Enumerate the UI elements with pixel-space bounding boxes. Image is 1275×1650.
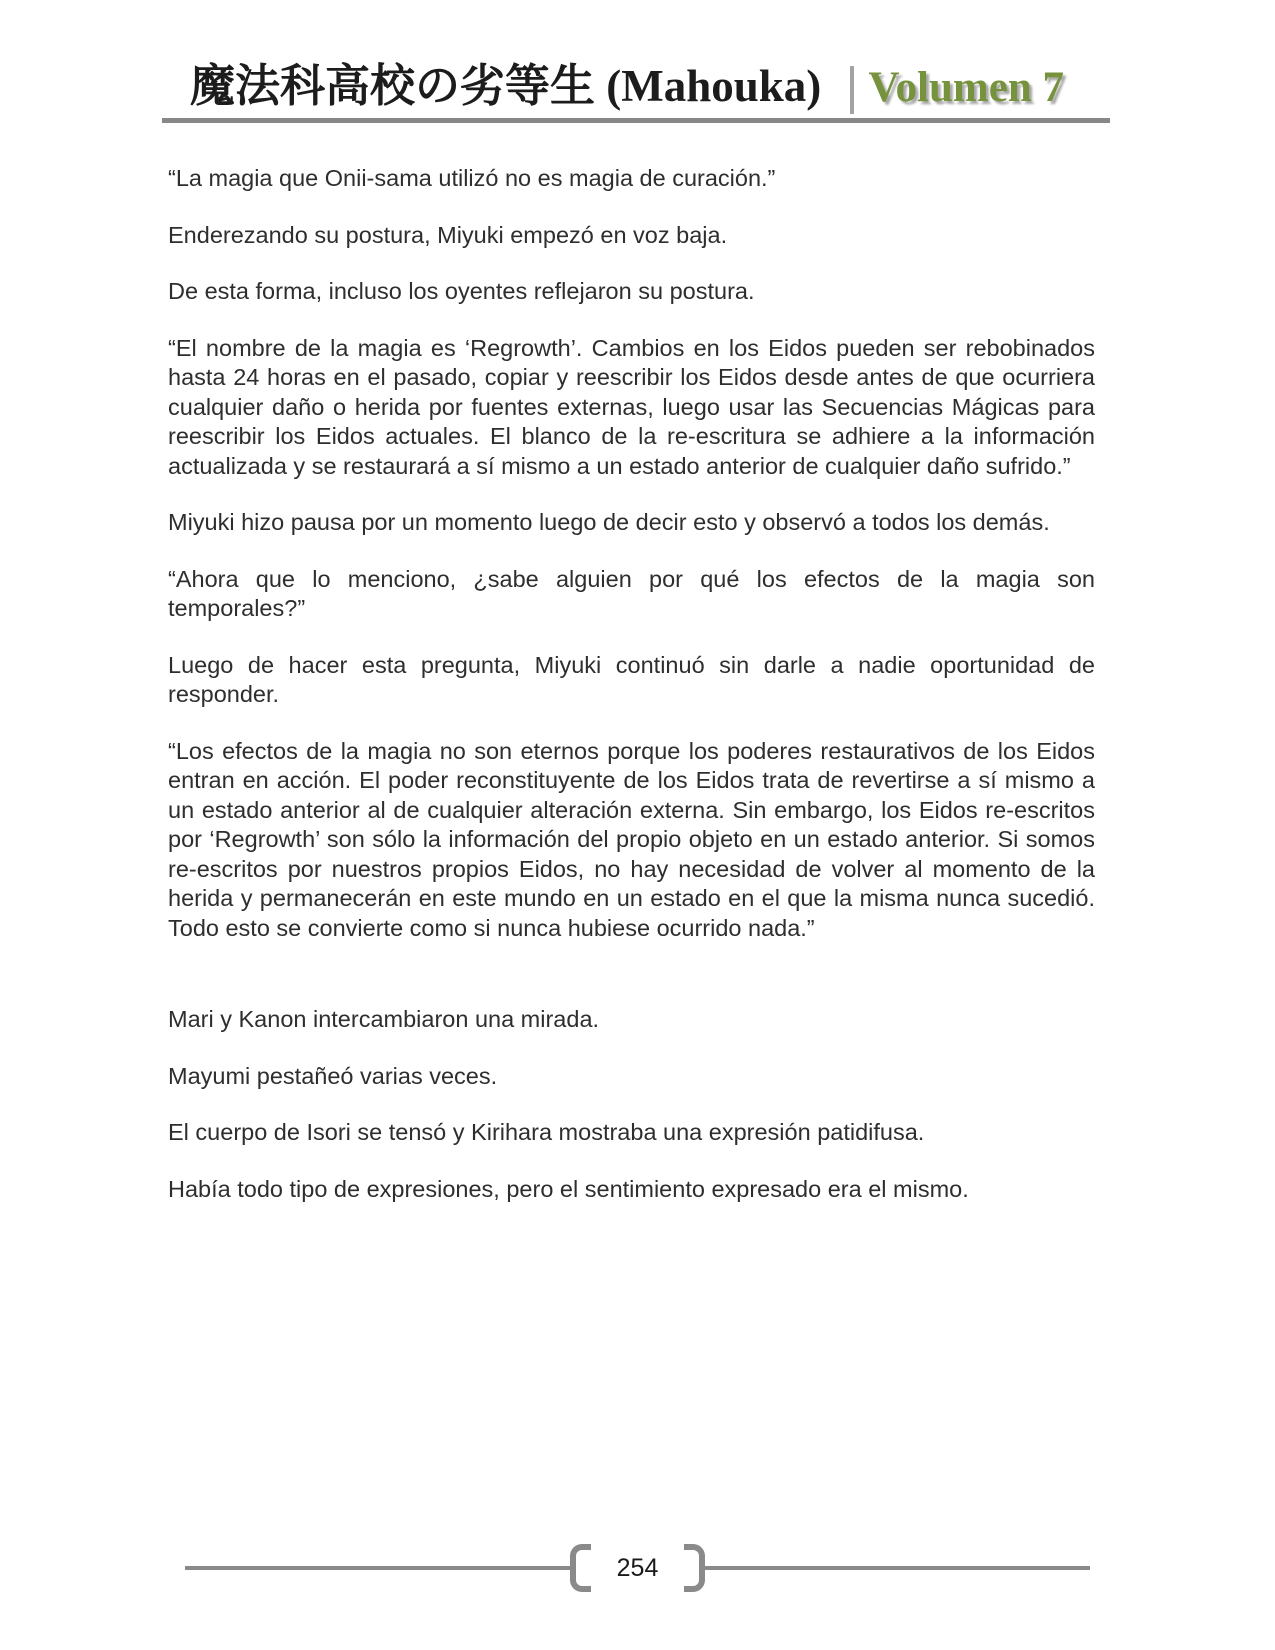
page-number: 254 <box>616 1554 659 1582</box>
paragraph: “La magia que Onii-sama utilizó no es magia de curación.” <box>168 165 776 191</box>
paragraph: Mari y Kanon intercambiaron una mirada. <box>168 1006 600 1032</box>
page-number-bracket-right-icon <box>684 1544 705 1592</box>
series-title: 魔法科高校の劣等生 (Mahouka) <box>190 61 822 111</box>
paragraph: Había todo tipo de expresiones, pero el sentimiento expresado era el mismo. <box>168 1175 969 1202</box>
paragraph: “El nombre de la magia es ‘Regrowth’. Cambios en los Eidos pueden ser rebobinados hasta 24 horas en el pasado, copiar y reescribir los Eidos desde antes de que ocurriera cualquier daño o herida por fuentes externas, luego usar las Secuencias Mágicas para reescribir los Eidos actuales. El blanco de la re-escritura se adhiere a la información actualizada y se restaurará a sí mismo a un estado anterior de cualquier daño sufrido.” <box>168 334 1095 479</box>
paragraph: “Los efectos de la magia no son eternos porque los poderes restaurativos de los Eidos entran en acción. El poder reconstituyente de los Eidos trata de revertirse a sí mismo a un estado anterior al de cualquier alteración externa. Sin embargo, los Eidos re-escritos por ‘Regrowth’ son sólo la información del propio objeto en un estado anterior. Si somos re-escritos por nuestros propios Eidos, no hay necesidad de volver al momento de la herida y permanecerán en este mundo en un estado en el que la misma nunca sucedió. Todo esto se convierte como si nunca hubiese ocurrido nada.” <box>168 737 1095 941</box>
paragraph: El cuerpo de Isori se tensó y Kirihara mostraba una expresión patidifusa. <box>168 1119 925 1145</box>
body-text <box>168 164 1095 1231</box>
footer-rule-left <box>185 1566 570 1570</box>
paragraph: Enderezando su postura, Miyuki empezó en voz baja. <box>168 221 728 248</box>
page-number-group <box>570 1543 706 1593</box>
page-footer <box>185 1543 1090 1593</box>
paragraph: Miyuki hizo pausa por un momento luego de decir esto y observó a todos los demás. <box>168 509 1050 535</box>
page-header <box>162 62 1110 123</box>
volume-label: Volumen 7 <box>868 64 1064 112</box>
footer-rule-right <box>705 1566 1090 1570</box>
paragraph: Mayumi pestañeó varias veces. <box>168 1062 498 1089</box>
page-number-bracket-left-icon <box>570 1544 591 1592</box>
paragraph: Luego de hacer esta pregunta, Miyuki continuó sin darle a nadie oportunidad de responder. <box>168 651 1095 707</box>
paragraph: “Ahora que lo menciono, ¿sabe alguien por qué los efectos de la magia son temporales?” <box>168 565 1095 621</box>
paragraph: De esta forma, incluso los oyentes reflejaron su postura. <box>168 278 755 304</box>
